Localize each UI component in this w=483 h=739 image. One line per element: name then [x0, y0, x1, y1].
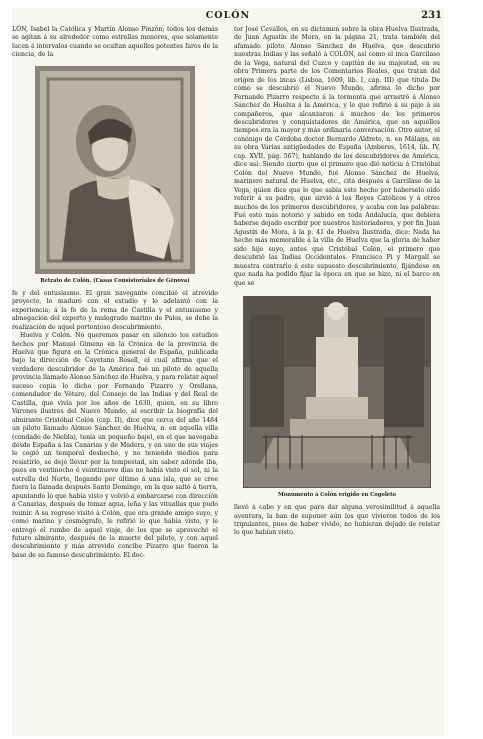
portrait-drawing [40, 71, 190, 269]
page-number: 231 [421, 10, 442, 21]
columbus-portrait-image [35, 66, 195, 274]
right-paragraph-2: llevó á cabo y en que para dar alguna verosimilitud á aquella aventura, la han de suponer aún los que vivieron todos de los tripulantes, pues de haber vivido, no hubieran dejado de relatar lo que habían visto. [234, 504, 440, 537]
running-head [12, 10, 444, 24]
portrait-caption: Retrato de Colón. (Casas Consistoriales de Génova) [40, 277, 190, 284]
monument-figure [234, 296, 440, 498]
book-page [12, 8, 444, 736]
monument-image [243, 296, 431, 488]
left-intro-paragraph: LÓN, Isabel la Católica y Martín Alonso Pinzón; todos los demás se agitan á su alrededor como estrellas menores, que solamente lucen á intervalos cuando se ocultan aquellos potentes faros de la ciencia, de la [12, 26, 218, 59]
monument-drawing [244, 297, 430, 487]
monument-caption: Monumento á Colón erigido en Cogoleto [278, 492, 396, 499]
left-column [12, 26, 218, 560]
running-title: COLÓN [205, 10, 251, 21]
left-paragraph-2: Huelva y Colón. No queremos pasar en silencio los estudios hechos por Manuel Gimeno en la Crónica de la provincia de Huelva que figura en la Crónica general de España, publicada bajo la dirección de Cayetano Rosell, el cual afirma que el verdadero descubridor de la América fué un piloto de aquella provincia llamado Alonso Sánchez de Huelva, y para relatar aquel suceso copia lo dicho por Fernando Pizarro y Orellana, comendador de Vétaro, del Consejo de las Indias y del Real de Castilla, que vivía por los años de 1630, quien, en su libro Varones ilustres del Nuevo Mundo, al escribir la biografía del almirante Cristóbal Colón (cap. II), dice que cerca del año 1484 un piloto llamado Alonso Sánchez de Huelva, n. en aquella villa (condado de Niebla), tenía un pequeño bajel, en el que navegaba desde España á las Canarias y de Madera, y en uno de sus viajes le cogió un temporal deshecho, y no teniendo medios para resistirlo, se dejó llevar por la tempestad, sin saber adónde iba, pues en ventinocho ó veintinueve días no había visto el sol, ni la estrella del Norte, llegando por último á una isla, que se cree fuera la llamada después Santo Domingo, en la que saltó á tierra, apuntando lo que había visto y volvió á embarcarse con dirección á Canarias, después de tomar agua, leña y las vituallas que pudo reunir. A su regreso visitó á Colón, que era grande amigo suyo, y como marino y cosmógrafo, le refirió lo que había visto, y le entregó el rumbo de aquel viaje, de los que se aprovechó el futuro almirante, después de la muerte del piloto, y con aquel descubrimiento y más atrevido concibe Pizarro que fueron la base de su famoso descubrimiento. El doc- [12, 332, 218, 559]
right-paragraph-1: tor José Cevallos, en su dictamen sobre la obra Huelva Ilustrada, de Juan Agustín de Mora, en la página 21, trata también del afamado piloto Alonso Sánchez de Huelva, que descubrió nuestras Indias y las señaló á COLÓN, así como el inca Garcilaso de la Vega, natural del Cuzco y capitán de su majestad, en su obra Primera parte de los Comentarios Reales, que tratan del origen de los incas (Lisboa, 1609, lib. I, cap. III) que titula De cómo se descubrió el Nuevo Mundo, afirma lo dicho por Fernando Pizarro respecto á la tormenta que arrastró á Alonso Sánchez de Huelva á la América, y lo que refirió á su paje á su compañeros, que alcanzaron á muchos de los primeros descubridores y conquistadores de América, que en aquellos tiempos era la mayor y más ordinaria conversación. Otro autor, el canónigo de Córdoba doctor Bernardo Aldrete, n. en Málaga, en su obra Varias antigüedades de España (Amberes, 1614, lib. IV, cap. XVII, pág. 567), hablando de los descubridores de América, dice así: Siendo cierto que el primero que dió noticia á Cristóbal Colón del Nuevo Mundo, fué Alonso Sánchez de Huelva, marinero natural de Huelva, etc., cita después á Garcilaso de la Vega, quien dice que lo que sabía este hecho por haberselo oído referir á su padre, que sirvió á los Reyes Católicos y á otros muchos de los primeros descubridores, y acaba con las palabras: Fué esto más notorio y sabido en toda Andalucía, que debiera haberse dejado escribir por nuestros historiadores, y por fin Juan Agustín de Mora, á la p. 41 de Huelva Ilustrada, dice: Nada ha hecho más memorable á la villa de Huelva que la gloria de haber sido hijo suyo, antes que Cristóbal Colón, el primero que descubrió las Indias Occidentales. Francisco Pi y Margall se muestra contrario á este supuesto descubrimiento, fijándose en que nada ha podido fijar la época en que se hizo, ni el barco en que se [234, 26, 440, 287]
left-paragraph-1: fe y del entusiasmo. El gran navegante concibió el atrevido proyecto, lo maduró con el estudio y lo adelantó con la experiencia; á la fe de la reina de Castilla y el entusiasmo y abnegación del experto y malogrado marino de Palos, se debe la realización de aquel portentoso descubrimiento. [12, 289, 218, 331]
right-column [234, 26, 440, 538]
portrait-figure [33, 66, 197, 284]
